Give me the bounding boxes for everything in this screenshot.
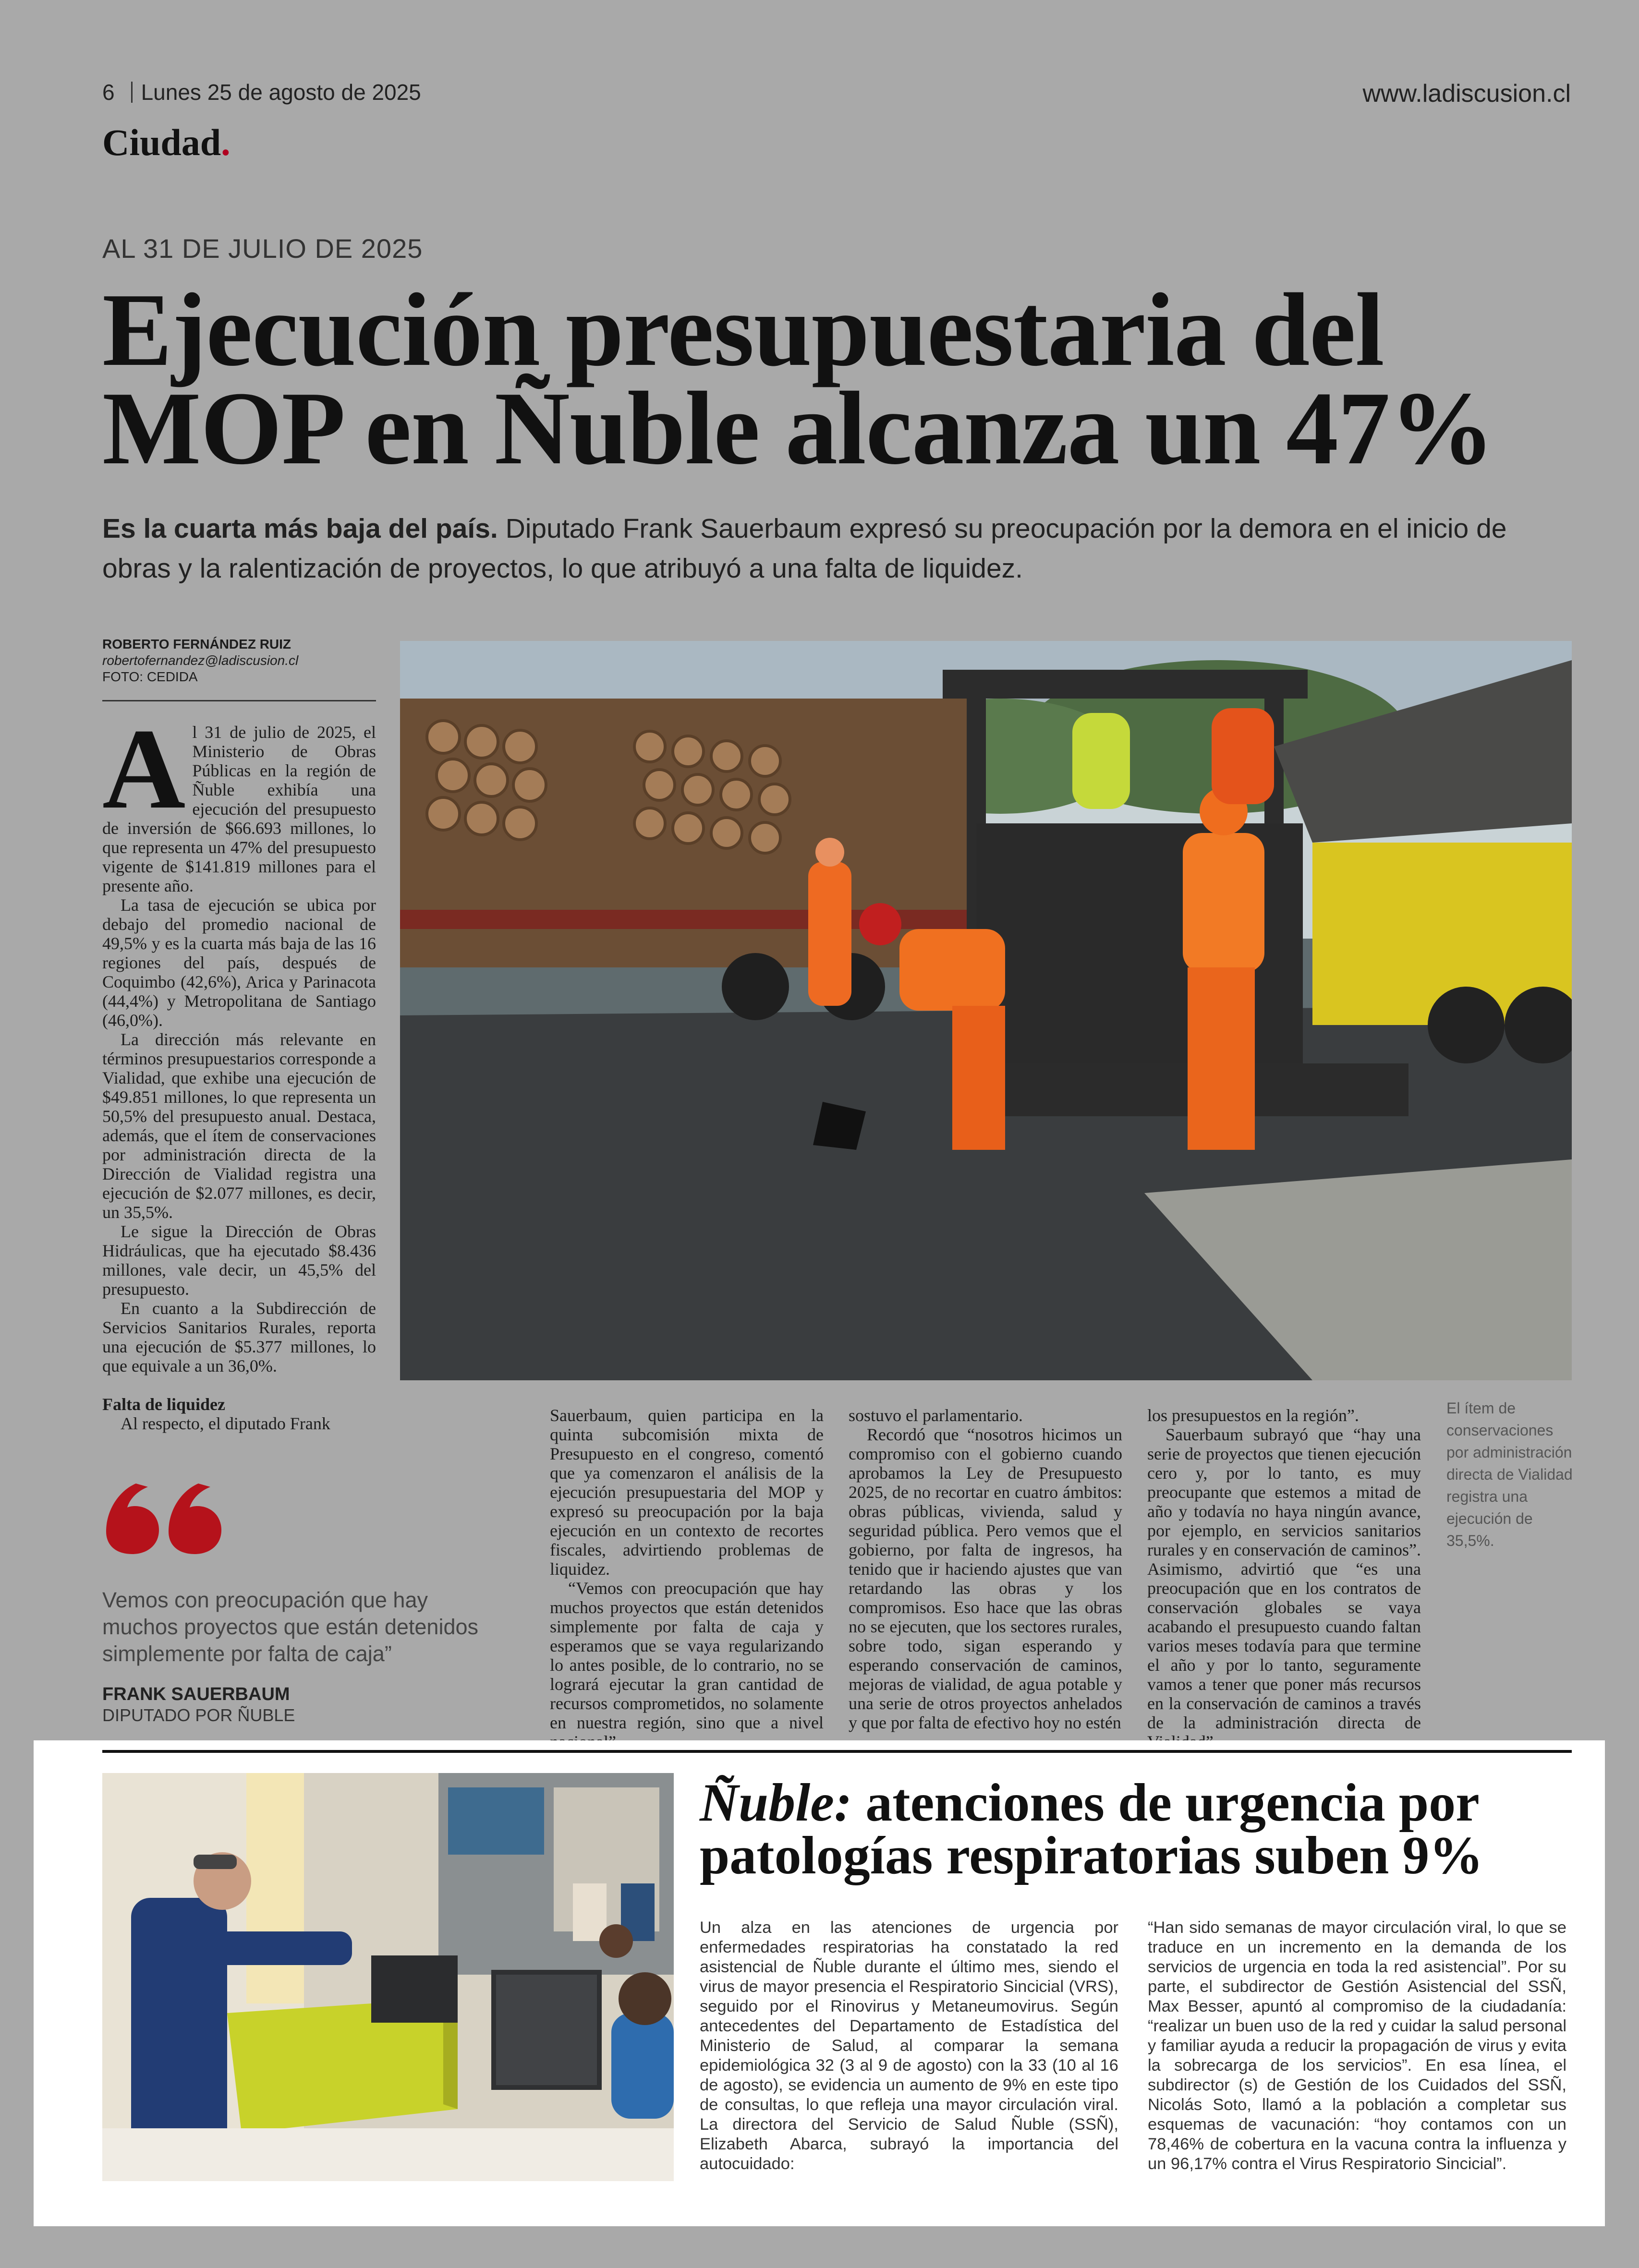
secondary-headline-rest: atenciones de urgencia por patologías respiratorias suben 9%: [700, 1773, 1483, 1885]
secondary-column-1: Un alza en las atenciones de urgencia por enfermedades respiratorias ha constatado la red asistencial de Ñuble durante el último mes, siendo el virus de mayor presencia el Respiratorio Sincicial (VRS), seguido por el Rinovirus y Metaneumovirus. Según antecedentes del Departamento de Estadística del Ministerio de Salud, al comparar la semana epidemiológica 32 (3 al 9 de agosto) con la 33 (10 al 16 de agosto), se evidencia un aumento de 9% en este tipo de consultas, lo que refleja una mayor circulación viral. La directora del Servicio de Salud Ñuble (SSÑ), Elizabeth Abarca, subrayó la importancia del autocuidado:: [700, 1918, 1118, 2173]
page-number: 6: [102, 80, 115, 105]
secondary-article-rule: [102, 1750, 1572, 1753]
pull-quote-author: FRANK SAUERBAUM: [102, 1684, 290, 1704]
pull-quote-role: DIPUTADO POR ÑUBLE: [102, 1705, 295, 1725]
article-column-4: [1147, 1406, 1421, 1751]
byline: [102, 636, 376, 685]
page-header: [102, 79, 421, 105]
lede-bold: Es la cuarta más baja del país.: [102, 513, 498, 544]
article-column-2: [550, 1406, 824, 1751]
paragraph: l 31 de julio de 2025, el Ministerio de Obras Públicas en la región de Ñuble exhibía una ejecución del presupuesto de inversión de $66.693 millones, lo que representa un 47% del presupuesto vigente de $141.819 millones para el presente año.: [102, 723, 376, 895]
article-headline: Ejecución presupuestaria del MOP en Ñuble alcanza un 47%: [102, 272, 1494, 486]
byline-photo-credit: FOTO: CEDIDA: [102, 669, 198, 684]
byline-email: robertofernandez@ladiscusion.cl: [102, 653, 299, 668]
article-column-1: [102, 705, 376, 1433]
quote-marks-icon: [102, 1476, 232, 1558]
hospital-scene-illustration: [102, 1773, 674, 2181]
pull-quote-text: Vemos con preocupación que hay muchos proyectos que están detenidos simplemente por falta de caja”: [102, 1588, 478, 1666]
article-column-3: [849, 1406, 1122, 1732]
issue-date: Lunes 25 de agosto de 2025: [141, 80, 421, 105]
paragraph: Sauerbaum, quien participa en la quinta subcomisión mixta de Presupuesto en el congreso, comentó que ya comenzaron el análisis de la ejecución presupuestaria del MOP y expresó su preocupación por la baja ejecución en un contexto de recortes fiscales, advirtiendo problemas de liquidez.: [550, 1406, 824, 1579]
website-url[interactable]: www.ladiscusion.cl: [1362, 80, 1571, 108]
paragraph: En cuanto a la Subdirección de Servicios Sanitarios Rurales, reporta una ejecución de $5.377 millones, lo que equivale a un 36,0%.: [102, 1299, 376, 1375]
secondary-headline: [700, 1773, 1578, 1885]
paving-scene-illustration: [400, 641, 1572, 1380]
section-name: Ciudad: [102, 121, 221, 163]
paragraph: La dirección más relevante en términos presupuestarios corresponde a Vialidad, que exhibe una ejecución de $49.851 millones, lo que representa un 50,5% del presupuesto anual. Destaca, además, que el ítem de conservaciones por administración directa de la Dirección de Vialidad registra una ejecución de $2.077 millones, es decir, un 35,5%.: [102, 1030, 376, 1222]
lede-rest: Diputado Frank Sauerbaum expresó su preocupación por la demora en el inicio de obras y la ralentización de proyectos, lo que atribuyó a una falta de liquidez.: [102, 513, 1507, 584]
drop-cap: A: [102, 705, 186, 832]
article-kicker: AL 31 DE JULIO DE 2025: [102, 233, 423, 264]
paragraph: La tasa de ejecución se ubica por debajo del promedio nacional de 49,5% y es la cuarta más baja de las 16 regiones del país, después de Coquimbo (42,6%), Arica y Parinacota (44,4%) y Metropolitana de Santiago (46,0%).: [102, 895, 376, 1030]
header-divider: [131, 82, 133, 103]
secondary-column-2: “Han sido semanas de mayor circulación viral, lo que se traduce en un incremento en la demanda de los servicios de urgencia en toda la red asistencial”. Por su parte, el subdirector de Gestión Asistencial del SSÑ, Max Besser, apuntó al compromiso de la ciudadanía: “realizar un buen uso de la red y cuidar la salud personal y familiar ayuda a reducir la propagación de virus y evita la sobrecarga de los servicios”. En esa línea, el subdirector (s) de Gestión de los Cuidados del SSÑ, Nicolás Soto, llamó a la población a completar sus esquemas de vacunación: “hoy contamos con un 78,46% de cobertura en la vacuna contra la influenza y un 96,17% contra el Virus Respiratorio Sincicial”.: [1148, 1918, 1566, 2173]
paragraph: sostuvo el parlamentario.: [849, 1406, 1023, 1425]
main-photo-road-paving: [400, 641, 1572, 1380]
paragraph: Al respecto, el diputado Frank: [121, 1414, 330, 1433]
byline-divider: [102, 700, 376, 701]
section-label: [102, 121, 231, 164]
subheading: Falta de liquidez: [102, 1395, 226, 1414]
paragraph: Sauerbaum subrayó que “hay una serie de proyectos que tienen ejecución cero y, por lo tanto, es muy preocupante que estemos a mitad de año y todavía no haya ningún avance, por ejemplo, en servicios sanitarios rurales y en conservación de caminos”. Asimismo, advirtió que “es una preocupación que en los contratos de conservación globales se vaya acabando el presupuesto cuando faltan varios meses todavía para que termine el año y por lo tanto, seguramente vamos a tener que poner más recursos en la conservación de caminos a través de la administración directa de: [1147, 1425, 1421, 1732]
paragraph: Le sigue la Dirección de Obras Hidráulicas, que ha ejecutado $8.436 millones, vale decir, un 45,5% del presupuesto.: [102, 1222, 376, 1299]
secondary-headline-italic: Ñuble:: [700, 1773, 852, 1833]
paragraph: “Vemos con preocupación que hay muchos proyectos que están detenidos simplemente por falta de caja y esperamos que se vaya regularizando lo antes posible, de lo contrario, no se logrará ejecutar la gran cantidad de recursos comprometidos, no solamente en nuestra región, sino que a nivel: [550, 1579, 824, 1732]
photo-caption: El ítem de conservaciones por administración directa de Vialidad registra una ejecución de 35,5%.: [1446, 1399, 1573, 1549]
hospital-photo: [102, 1773, 674, 2181]
byline-author: ROBERTO FERNÁNDEZ RUIZ: [102, 637, 291, 651]
article-lede: [102, 509, 1572, 589]
section-dot: .: [221, 121, 231, 163]
paragraph: Recordó que “nosotros hicimos un compromiso con el gobierno cuando aprobamos la Ley de Presupuesto 2025, de no recortar en cuatro ámbitos: obras públicas, vivienda, salud y seguridad pública. Pero vemos que el gobierno, por falta de ingresos, ha tenido que ir haciendo ajustes que van retardando las obras y los compromisos. Eso hace que las obras no se ejecuten, que los sectores rurales, sobre todo, sigan esperando y esperando conservación de caminos, mejoras de vialidad, de agua potable y una serie de otros proyectos anhelados y que por falta de efectivo hoy no estén: [849, 1425, 1122, 1732]
paragraph: los presupuestos en la región”.: [1147, 1406, 1359, 1425]
